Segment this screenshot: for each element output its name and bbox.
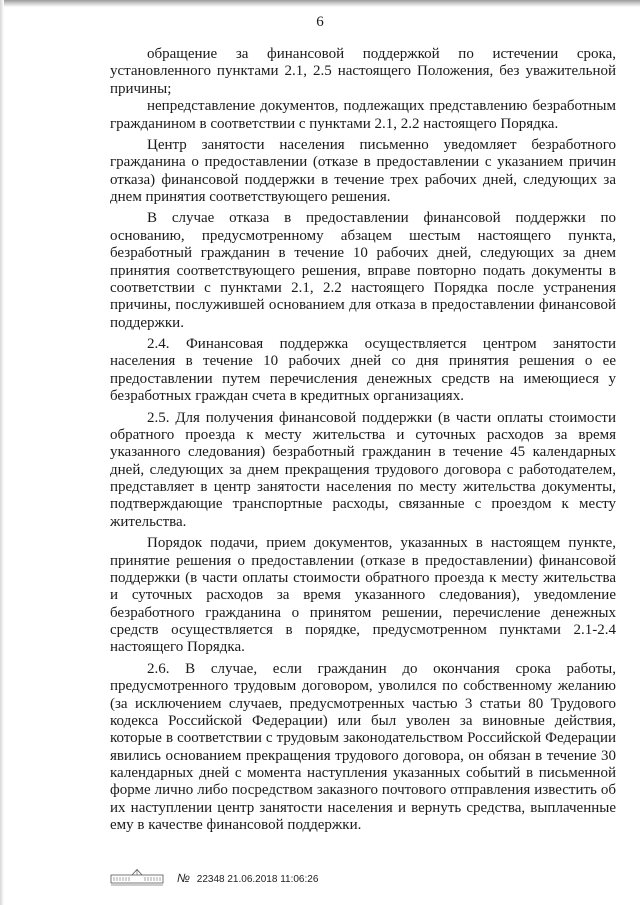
paragraph: 2.6. В случае, если гражданин до окончания срока работы, предусмотренного трудовым договором, уволился по собственному желанию (за исключением случаев, предусмотренных частью 3 статьи 80 Трудового кодекса Российской Федерации) или был уволен за виновные действия, которые в соответствии с трудовым законодательством Российской Федерации явились основанием прекращения трудового договора, он обязан в течение 30 календарных дней с момента наступления указанных событий в письменной форме лично либо посредством заказного почтового отправления известить об их наступлении центр занятости населения и вернуть средства, выплаченные ему в качестве финансовой поддержки.	[110, 660, 616, 834]
document-body	[110, 46, 616, 835]
registry-stamp-logo	[110, 868, 164, 886]
paragraph: Центр занятости населения письменно уведомляет безработного гражданина о предоставлении (отказе в предоставлении с указанием причин отказа) финансовой поддержки в течение трех рабочих дней, следующих за днем принятия соответствующего решения.	[110, 136, 616, 205]
paragraph: обращение за финансовой поддержкой по истечении срока, установленного пунктами 2.1, 2.5 настоящего Положения, без уважительной причины;	[110, 46, 616, 97]
document-footer	[110, 866, 370, 890]
document-number-datetime: 22348 21.06.2018 11:06:26	[196, 874, 319, 885]
paragraph: В случае отказа в предоставлении финансовой поддержки по основанию, предусмотренному абзацем шестым настоящего пункта, безработный гражданин в течение 10 рабочих дней, следующих за днем принятия соответствующего решения, вправе повторно подать документы в соответствии с пунктами 2.1, 2.2 настоящего Порядка после устранения причины, послужившей основанием для отказа в предоставлении финансовой поддержки.	[110, 210, 616, 331]
number-mark: №	[177, 871, 190, 885]
paragraph: 2.5. Для получения финансовой поддержки (в части оплаты стоимости обратного проезда к месту жительства и суточных расходов за время указанного следования) безработный гражданин в течение 45 календарных дней, следующих за днем прекращения трудового договора с работодателем, представляет в центр занятости населения по месту жительства документы, подтверждающие транспортные расходы, связанные с проездом к месту жительства.	[110, 409, 616, 530]
paragraph: 2.4. Финансовая поддержка осуществляется центром занятости населения в течение 10 рабочих дней со дня принятия решения о ее предоставлении путем перечисления денежных средств на имеющиеся у безработных граждан счета в кредитных организациях.	[110, 336, 616, 405]
paragraph: Порядок подачи, прием документов, указанных в настоящем пункте, принятие решения о предоставлении (отказе в предоставлении) финансовой поддержки (в части оплаты стоимости обратного проезда к месту жительства и суточных расходов за время указанного следования), уведомление безработного гражданина о принятом решении, перечисление денежных средств осуществляется в порядке, предусмотренном пунктами 2.1-2.4 настоящего Порядка.	[110, 535, 616, 656]
paragraph: непредставление документов, подлежащих представлению безработным гражданином в соответствии с пунктами 2.1, 2.2 настоящего Порядка.	[110, 98, 616, 132]
page-number: 6	[316, 14, 324, 30]
scan-edge-left	[0, 0, 4, 905]
scan-edge-top	[0, 0, 640, 7]
document-registration-info	[177, 871, 318, 885]
